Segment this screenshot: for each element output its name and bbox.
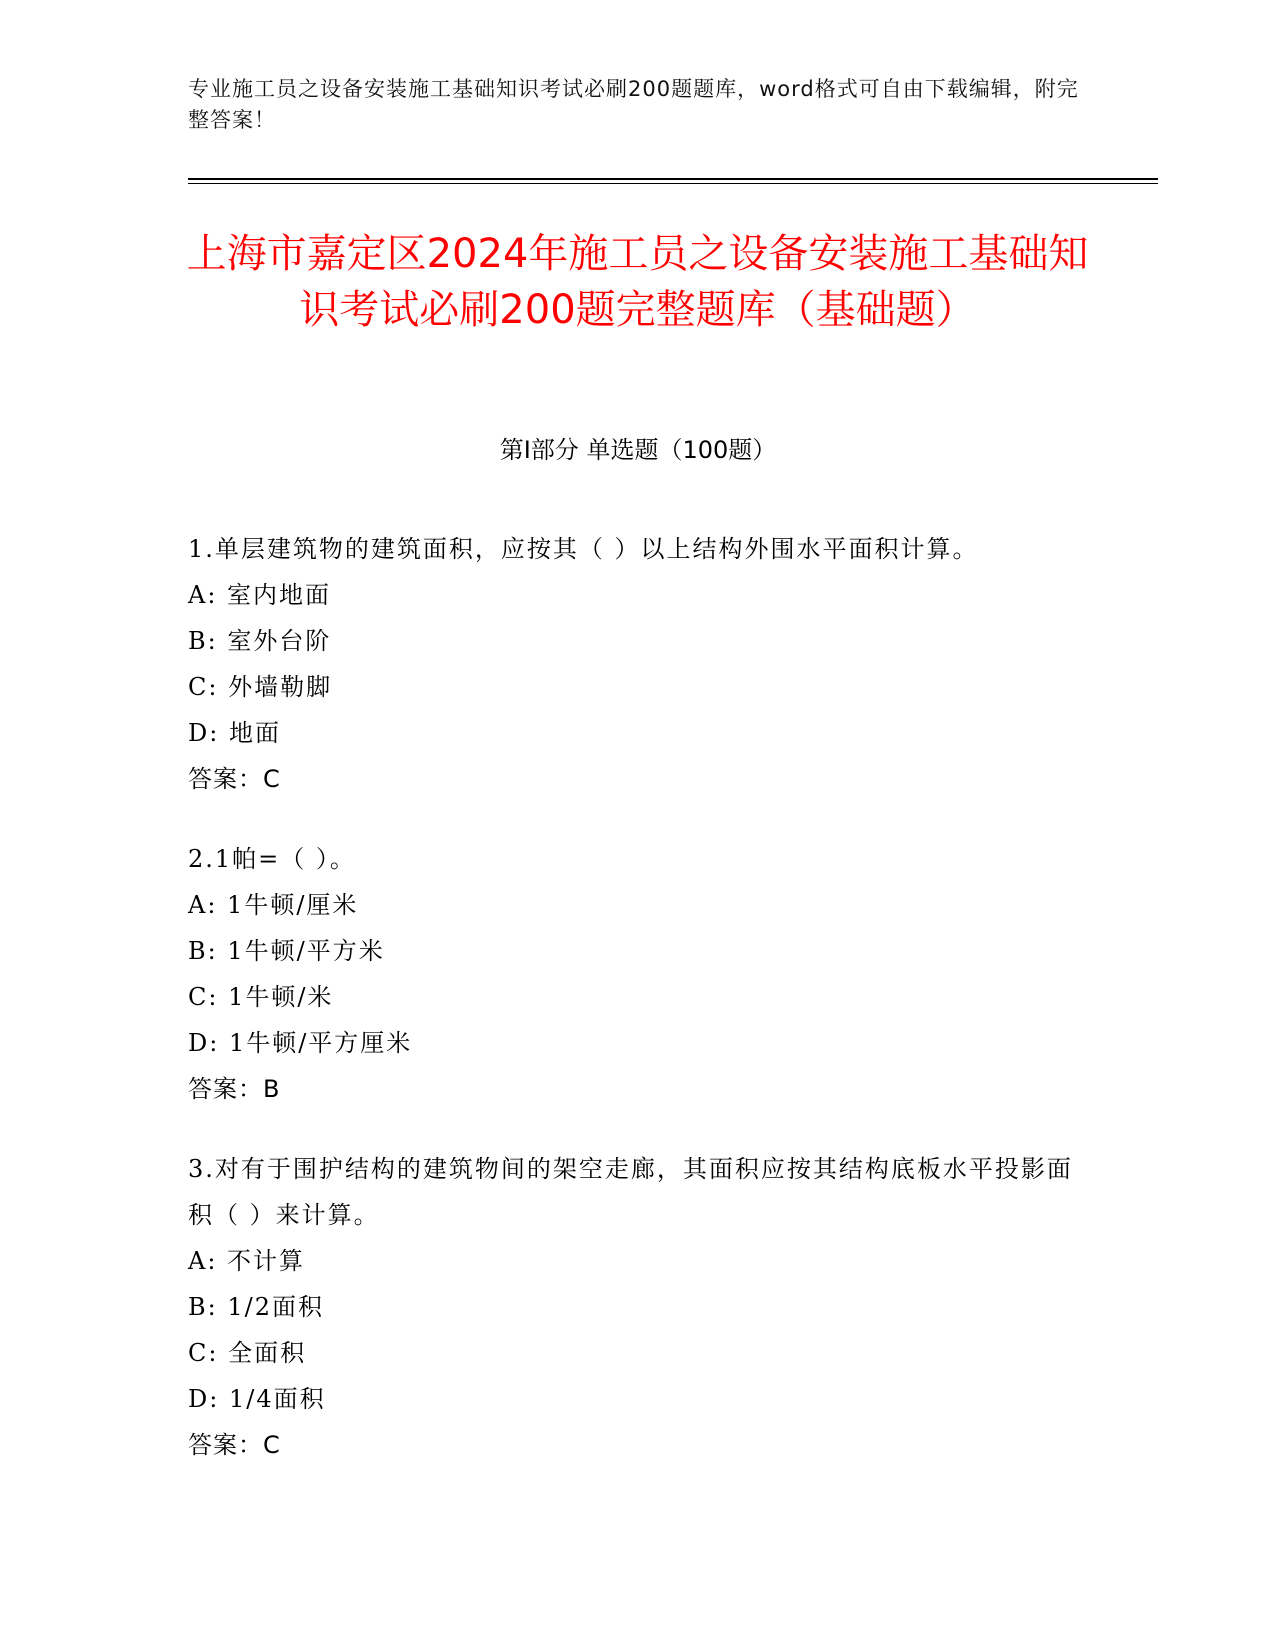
- option-c: C: 外墙勒脚: [188, 673, 333, 701]
- option-b: B: 室外台阶: [188, 627, 332, 655]
- option-b: B: 1牛顿/平方米: [188, 937, 385, 965]
- option-a: A: 不计算: [188, 1247, 306, 1275]
- section-title: 第Ⅰ部分 单选题（100题）: [499, 436, 777, 464]
- option-a: A: 1牛顿/厘米: [188, 891, 359, 919]
- option-c: C: 全面积: [188, 1339, 307, 1367]
- option-b: B: 1/2面积: [188, 1293, 324, 1321]
- header-divider-thick: [188, 178, 1158, 180]
- answer: 答案：C: [188, 765, 281, 793]
- header-note: 专业施工员之设备安装施工基础知识考试必刷200题题库，word格式可自由下载编辑，附完整答案！: [188, 77, 1079, 132]
- option-a: A: 室内地面: [188, 581, 332, 609]
- question-stem: 1.单层建筑物的建筑面积，应按其（ ）以上结构外围水平面积计算。: [188, 535, 979, 563]
- option-d: D: 地面: [188, 719, 281, 747]
- question-1: [188, 526, 1088, 802]
- option-d: D: 1/4面积: [188, 1385, 326, 1413]
- answer: 答案：B: [188, 1075, 281, 1103]
- document-title: 上海市嘉定区2024年施工员之设备安装施工基础知识考试必刷200题完整题库（基础题）: [186, 231, 1089, 333]
- question-stem: 3.对有于围护结构的建筑物间的架空走廊，其面积应按其结构底板水平投影面积（ ）来计算。: [188, 1155, 1073, 1229]
- answer: 答案：C: [188, 1431, 281, 1459]
- option-d: D: 1牛顿/平方厘米: [188, 1029, 413, 1057]
- question-3: [188, 1146, 1088, 1468]
- option-c: C: 1牛顿/米: [188, 983, 334, 1011]
- header-divider-thin: [188, 183, 1158, 184]
- question-list: [188, 526, 1088, 1502]
- question-2: [188, 836, 1088, 1112]
- question-stem: 2.1帕=（ ）。: [188, 845, 356, 873]
